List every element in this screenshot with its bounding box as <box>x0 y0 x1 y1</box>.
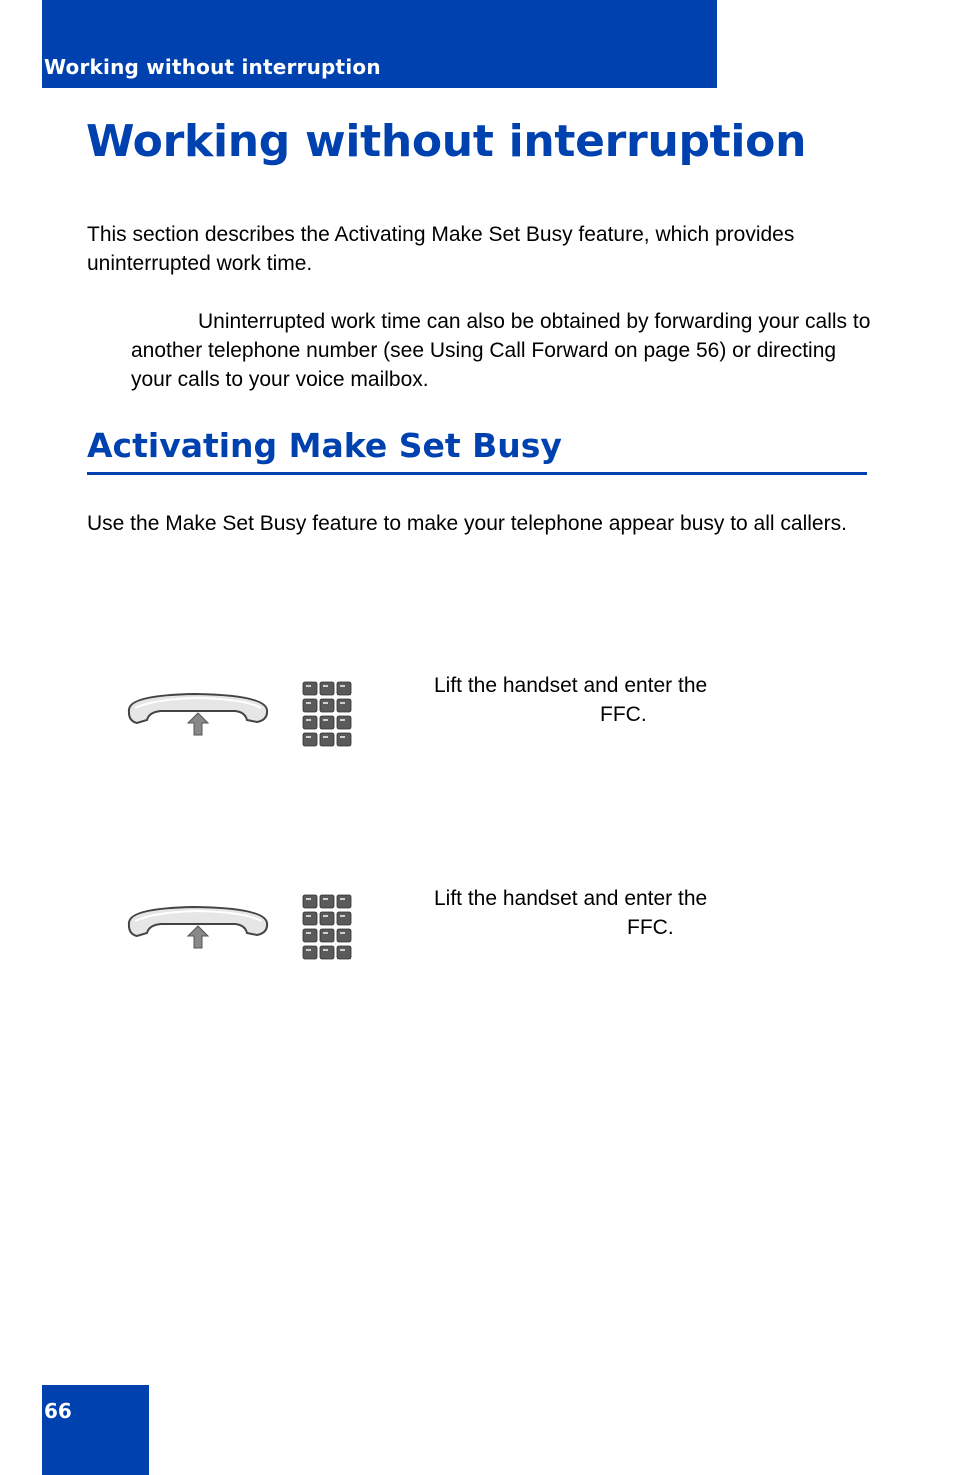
handset-offhook-icon <box>125 690 271 740</box>
section-title: Activating Make Set Busy <box>87 426 562 465</box>
step-2-instruction <box>434 884 764 942</box>
handset-offhook-icon <box>125 903 271 953</box>
step-1-instruction <box>434 671 764 729</box>
keypad-icon <box>302 681 352 749</box>
keypad-icon <box>302 894 352 962</box>
step-2-line2: FFC. <box>627 916 674 939</box>
note-paragraph <box>131 307 871 394</box>
page-number: 66 <box>44 1399 72 1423</box>
step-1-line2: FFC. <box>600 703 647 726</box>
section-body: Use the Make Set Busy feature to make your telephone appear busy to all callers. <box>87 512 847 535</box>
note-line1: Uninterrupted work time can also be obtained by forwarding <box>198 310 753 333</box>
step-2-line1: Lift the handset and enter the <box>434 887 708 910</box>
step-1-line1: Lift the handset and enter the <box>434 674 708 697</box>
running-header: Working without interruption <box>44 55 381 79</box>
section-divider <box>87 472 867 475</box>
intro-paragraph: This section describes the Activating Make Set Busy feature, which provides uninterrupted work time. <box>87 223 795 275</box>
page-title: Working without interruption <box>86 116 807 167</box>
note-rest: your calls to another telephone number (see Using Call Forward on page 56) or directing your calls to your voice mailbox. <box>131 310 871 391</box>
